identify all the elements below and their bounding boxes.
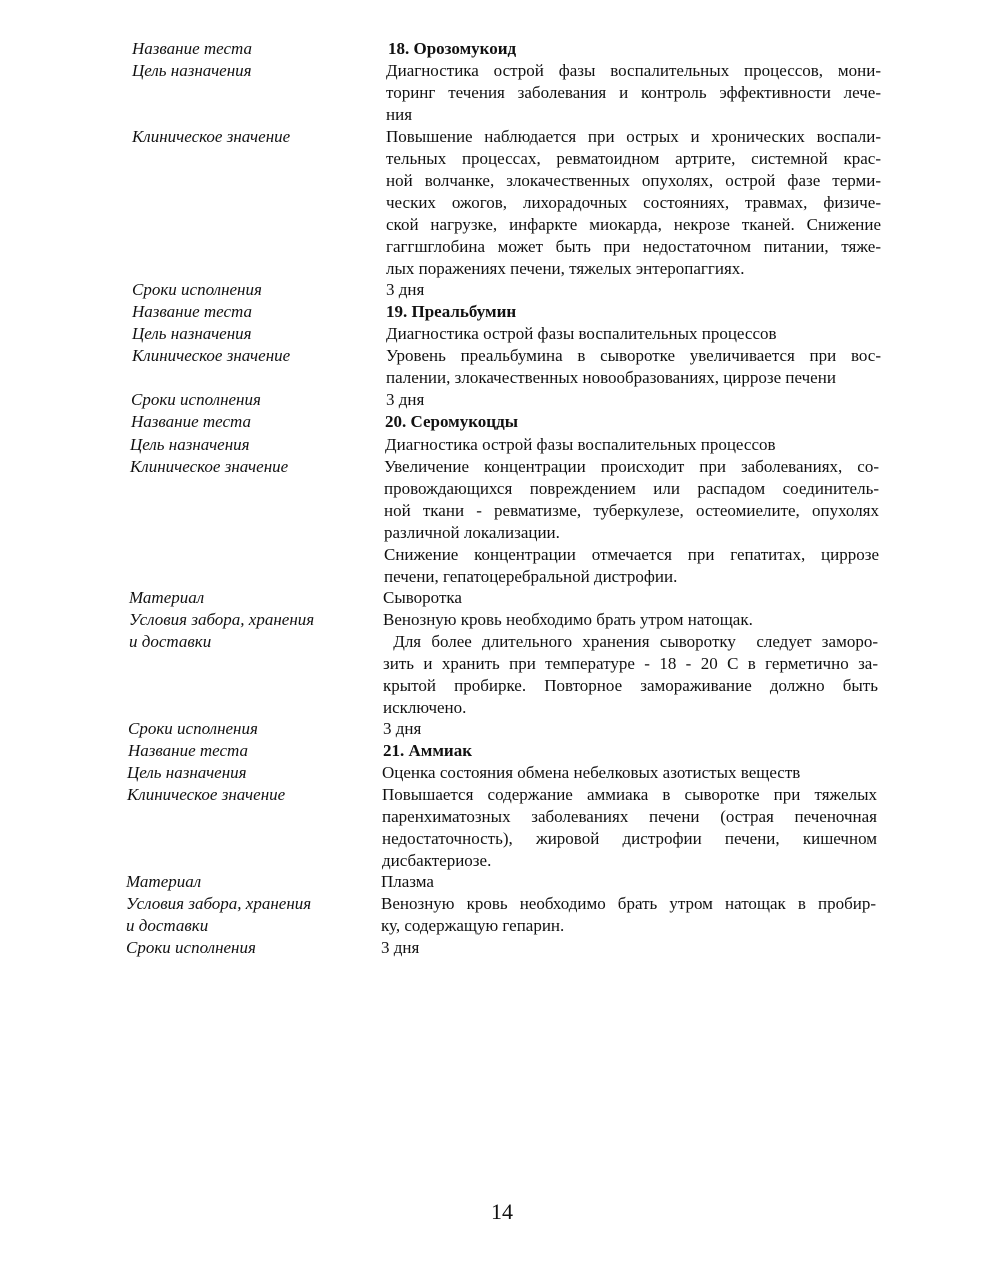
test-title bbox=[385, 411, 880, 433]
label-material: Материал bbox=[129, 588, 205, 607]
text-line: 3 дня bbox=[386, 390, 425, 409]
goal-text bbox=[385, 434, 880, 456]
label-test-name: Название теста bbox=[132, 302, 253, 321]
label-goal: Цель назначения bbox=[132, 61, 252, 80]
text-line: Венозную кровь необходимо брать утром натощак в пробир- bbox=[381, 894, 876, 913]
test-title bbox=[383, 740, 878, 762]
label-conditions-cont: и доставки bbox=[129, 632, 212, 651]
text-line: ку, содержащую гепарин. bbox=[381, 916, 565, 935]
material-text bbox=[381, 871, 876, 893]
goal-text bbox=[382, 762, 877, 784]
text-line: Снижение концентрации отмечается при гепатитах, циррозе bbox=[384, 545, 879, 564]
label-goal: Цель назначения bbox=[132, 324, 252, 343]
clinical-text bbox=[386, 126, 881, 280]
label-clinical: Клиническое значение bbox=[130, 457, 289, 476]
label-test-name: Название теста bbox=[132, 39, 253, 58]
text-line: Повышается содержание аммиака в сыворотке при тяжелых bbox=[382, 785, 877, 804]
text-line: зить и хранить при температуре - 18 - 20 С в герметично за- bbox=[383, 654, 878, 673]
label-goal: Цель назначения bbox=[130, 435, 250, 454]
label-clinical: Клиническое значение bbox=[132, 346, 291, 365]
text-line: Плазма bbox=[381, 872, 434, 891]
page-number: 14 bbox=[491, 1199, 513, 1224]
text-line: ной ткани - ревматизме, туберкулезе, остеомиелите, опухолях bbox=[384, 501, 879, 520]
text-line: Повышение наблюдается при острых и хронических воспали- bbox=[386, 127, 881, 146]
label-material: Материал bbox=[126, 872, 202, 891]
material-text bbox=[383, 587, 878, 609]
test-title-text: 20. Серомукоцды bbox=[385, 412, 518, 431]
label-terms: Сроки исполнения bbox=[128, 719, 258, 738]
text-line: тельных процессах, ревматоидном артрите, системной крас- bbox=[386, 149, 881, 168]
terms-text bbox=[383, 718, 878, 740]
text-line: дисбактериозе. bbox=[382, 851, 492, 870]
label-clinical: Клиническое значение bbox=[132, 127, 291, 146]
goal-text bbox=[386, 60, 881, 126]
label-conditions: Условия забора, хранения bbox=[126, 894, 312, 913]
label-conditions: Условия забора, хранения bbox=[129, 610, 315, 629]
test-title-text: 21. Аммиак bbox=[383, 741, 473, 760]
terms-text bbox=[381, 937, 876, 959]
text-line: ской нагрузке, инфаркте миокарда, некрозе тканей. Снижение bbox=[386, 215, 881, 234]
test-title bbox=[388, 38, 883, 60]
text-line: Оценка состояния обмена небелковых азотистых веществ bbox=[382, 763, 801, 782]
label-test-name: Название теста bbox=[128, 741, 249, 760]
text-line: паренхиматозных заболеваниях печени (острая печеночная bbox=[382, 807, 877, 826]
text-line: Сыворотка bbox=[383, 588, 462, 607]
text-line: ной волчанке, злокачественных опухолях, острой фазе терми- bbox=[386, 171, 881, 190]
label-terms: Сроки исполнения bbox=[131, 390, 261, 409]
label-goal: Цель назначения bbox=[127, 763, 247, 782]
goal-text bbox=[386, 323, 881, 345]
text-line: лых поражениях печени, тяжелых энтеропаггиях. bbox=[386, 259, 745, 278]
label-clinical: Клиническое значение bbox=[127, 785, 286, 804]
terms-text bbox=[386, 389, 881, 411]
label-terms: Сроки исполнения bbox=[132, 280, 262, 299]
conditions-text bbox=[381, 893, 876, 937]
conditions-text bbox=[383, 609, 878, 719]
text-line: исключено. bbox=[383, 698, 467, 717]
text-line: палении, злокачественных новообразованиях, циррозе печени bbox=[386, 368, 836, 387]
clinical-text bbox=[382, 784, 877, 872]
text-line: крытой пробирке. Повторное замораживание должно быть bbox=[383, 676, 878, 695]
text-line: различной локализации. bbox=[384, 523, 560, 542]
text-line: Диагностика острой фазы воспалительных процессов, мони- bbox=[386, 61, 881, 80]
label-terms: Сроки исполнения bbox=[126, 938, 256, 957]
text-line: недостаточность), жировой дистрофии печени, кишечном bbox=[382, 829, 877, 848]
terms-text bbox=[386, 279, 881, 301]
text-line: Для более длительного хранения сыворотку следует заморо- bbox=[383, 632, 878, 651]
text-line: гаггшглобина может быть при недостаточном питании, тяже- bbox=[386, 237, 881, 256]
text-line: провождающихся повреждением или распадом соединитель- bbox=[384, 479, 879, 498]
label-test-name: Название теста bbox=[131, 412, 252, 431]
text-line: Диагностика острой фазы воспалительных процессов bbox=[385, 435, 776, 454]
label-conditions-cont: и доставки bbox=[126, 916, 209, 935]
text-line: 3 дня bbox=[386, 280, 425, 299]
text-line: ческих ожогов, лихорадочных состояниях, травмах, физиче- bbox=[386, 193, 881, 212]
text-line: Увеличение концентрации происходит при заболеваниях, со- bbox=[384, 457, 879, 476]
clinical-text bbox=[386, 345, 881, 389]
text-line: Диагностика острой фазы воспалительных процессов bbox=[386, 324, 777, 343]
text-line: 3 дня bbox=[381, 938, 420, 957]
text-line: 3 дня bbox=[383, 719, 422, 738]
text-line: Уровень преальбумина в сыворотке увеличивается при вос- bbox=[386, 346, 881, 365]
test-title-text: 18. Орозомукоид bbox=[388, 39, 517, 58]
text-line: Венозную кровь необходимо брать утром натощак. bbox=[383, 610, 753, 629]
text-line: печени, гепатоцеребральной дистрофии. bbox=[384, 567, 678, 586]
text-line: ния bbox=[386, 105, 413, 124]
test-title bbox=[386, 301, 881, 323]
test-title-text: 19. Преальбумин bbox=[386, 302, 517, 321]
text-line: торинг течения заболевания и контроль эффективности лече- bbox=[386, 83, 881, 102]
clinical-text bbox=[384, 456, 879, 588]
